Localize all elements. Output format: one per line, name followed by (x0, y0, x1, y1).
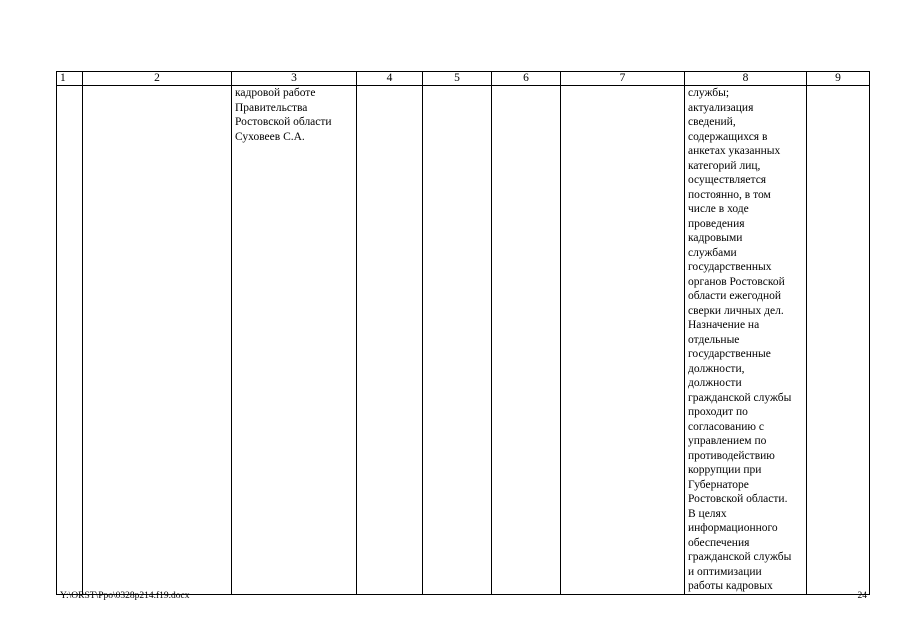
table-cell-col7 (561, 86, 685, 595)
table-cell-col4 (357, 86, 423, 595)
column-header-5: 5 (423, 72, 492, 86)
column-header-6: 6 (492, 72, 561, 86)
document-table (56, 71, 870, 595)
table-cell-col9 (807, 86, 870, 595)
footer-page-number: 24 (857, 591, 867, 601)
table-row (57, 86, 870, 595)
table-cell-col2 (83, 86, 232, 595)
table-cell-col5 (423, 86, 492, 595)
column-header-8: 8 (685, 72, 807, 86)
column-header-1: 1 (57, 72, 83, 86)
column-header-7: 7 (561, 72, 685, 86)
column-header-3: 3 (232, 72, 357, 86)
table-header-row (57, 72, 870, 86)
column-header-9: 9 (807, 72, 870, 86)
footer-file-path: Y:\ORST\Ppo\0328p214.f19.docx (60, 591, 190, 601)
table-cell-col1 (57, 86, 83, 595)
table-cell-col6 (492, 86, 561, 595)
column-header-2: 2 (83, 72, 232, 86)
column-header-4: 4 (357, 72, 423, 86)
table-cell-description: службы; актуализация сведений, содержащихся в анкетах указанных категорий лиц, осуществляется постоянно, в том числе в ходе проведения кадровыми службами государственных органов Ростовской области ежегодной сверки личных дел. Назначение на отдельные государственные должности, должности гражданской службы проходит по согласованию с управлением по противодействию коррупции при Губернаторе Ростовской области. В целях информационного обеспечения гражданской службы и оптимизации работы кадровых (685, 86, 807, 595)
table-cell-responsible: кадровой работе Правительства Ростовской области Суховеев С.А. (232, 86, 357, 595)
